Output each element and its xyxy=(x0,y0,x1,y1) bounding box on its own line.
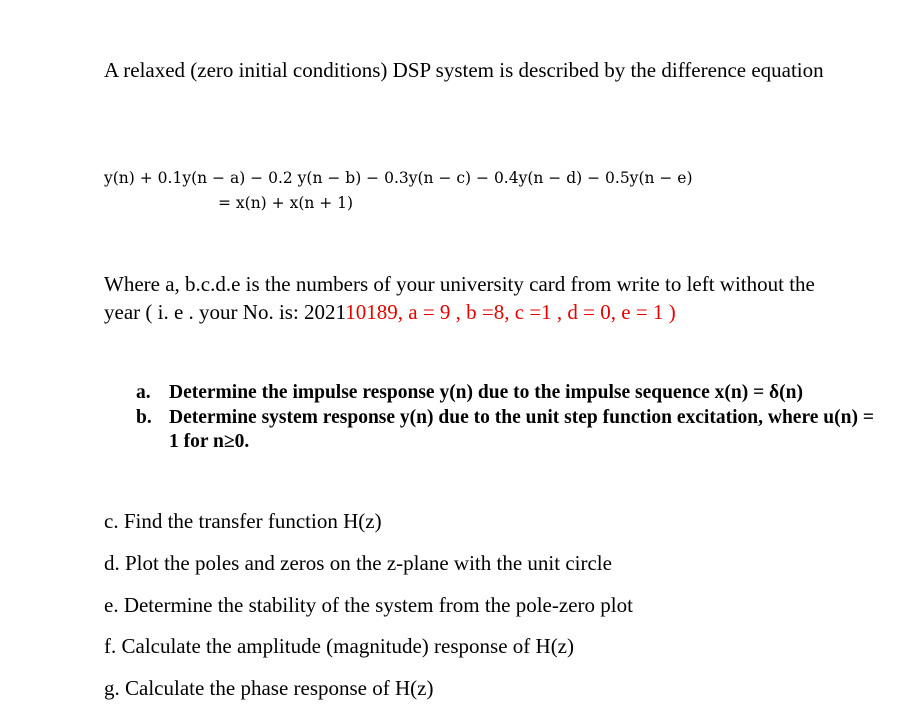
difference-equation xyxy=(104,166,693,216)
parameter-values: a = 9 , b =8, c =1 , d = 0, e = 1 xyxy=(403,300,664,324)
parts-list xyxy=(136,381,874,455)
part-b-label: b. xyxy=(136,407,152,428)
part-a-label: a. xyxy=(136,382,151,403)
equation-line-1: y(n) + 0.1y(n − a) − 0.2 y(n − b) − 0.3y(n − c) − 0.4y(n − d) − 0.5y(n − e) xyxy=(104,169,693,187)
question-c: c. Find the transfer function H(z) xyxy=(104,509,382,533)
equation-line-2: = x(n) + x(n + 1) xyxy=(218,194,354,212)
where-text: Where a, b.c.d.e is the numbers of your university card from write to left without the year ( i. e . your No. is: 2021 xyxy=(104,272,815,324)
where-closing: ) xyxy=(663,300,676,324)
where-paragraph xyxy=(104,270,844,326)
part-a xyxy=(136,381,874,405)
card-digits: 10189, xyxy=(345,300,404,324)
question-d: d. Plot the poles and zeros on the z-plane with the unit circle xyxy=(104,551,612,575)
question-g: g. Calculate the phase response of H(z) xyxy=(104,676,434,700)
question-f: f. Calculate the amplitude (magnitude) response of H(z) xyxy=(104,634,574,658)
question-e: e. Determine the stability of the system from the pole-zero plot xyxy=(104,593,633,617)
part-a-text: Determine the impulse response y(n) due to the impulse sequence x(n) = δ(n) xyxy=(169,382,804,403)
part-b xyxy=(136,406,874,454)
intro-paragraph: A relaxed (zero initial conditions) DSP system is described by the difference equation xyxy=(104,58,824,82)
part-b-text: Determine system response y(n) due to the unit step function excitation, where u(n) = 1 for n≥0. xyxy=(169,407,874,452)
